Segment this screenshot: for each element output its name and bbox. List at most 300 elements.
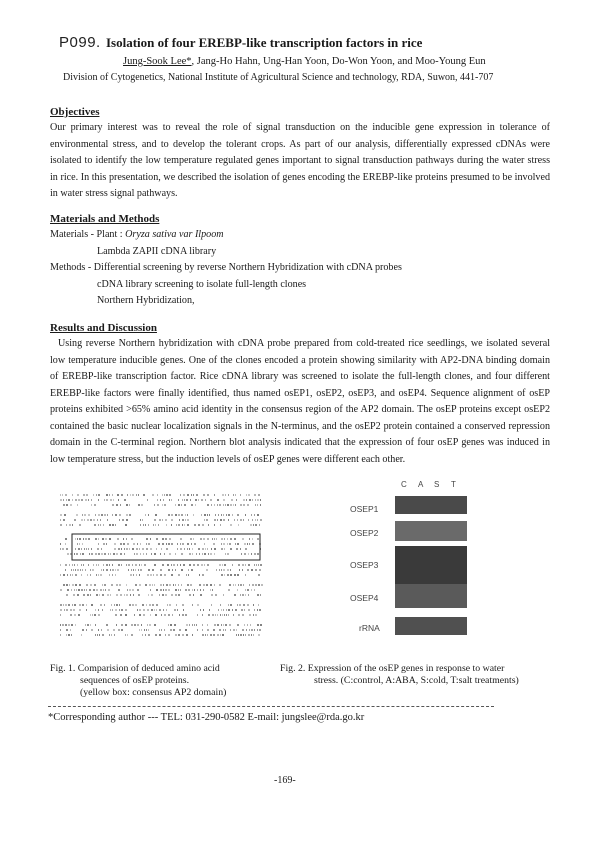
- alignment-residue: [237, 519, 238, 521]
- figure-2-northern-blot: [345, 480, 475, 645]
- alignment-residue: [131, 634, 133, 636]
- alignment-residue: [180, 543, 181, 545]
- alignment-residue: [135, 584, 137, 586]
- alignment-residue: [178, 514, 180, 516]
- alignment-residue: [221, 609, 222, 611]
- alignment-residue: [229, 584, 231, 586]
- alignment-residue: [210, 499, 212, 501]
- alignment-residue: [254, 564, 255, 566]
- alignment-residue: [60, 634, 61, 636]
- alignment-residue: [122, 519, 124, 521]
- alignment-residue: [96, 564, 97, 566]
- alignment-residue: [193, 594, 194, 596]
- alignment-residue: [232, 514, 233, 516]
- alignment-residue: [255, 519, 256, 521]
- alignment-residue: [66, 594, 68, 596]
- alignment-residue: [258, 564, 259, 566]
- alignment-residue: [74, 564, 75, 566]
- alignment-residue: [173, 584, 174, 586]
- alignment-residue: [181, 514, 183, 516]
- alignment-residue: [60, 604, 62, 606]
- alignment-residue: [98, 514, 100, 516]
- alignment-residue: [82, 543, 83, 545]
- alignment-residue: [152, 569, 154, 571]
- alignment-residue: [162, 564, 164, 566]
- alignment-residue: [141, 629, 142, 631]
- alignment-residue: [116, 604, 118, 606]
- alignment-residue: [125, 609, 127, 611]
- alignment-residue: [214, 624, 216, 626]
- alignment-residue: [224, 614, 225, 616]
- alignment-residue: [217, 519, 218, 521]
- alignment-residue: [247, 504, 249, 506]
- alignment-residue: [168, 589, 170, 591]
- alignment-residue: [244, 553, 246, 555]
- alignment-residue: [190, 499, 191, 501]
- alignment-residue: [86, 629, 87, 631]
- alignment-residue: [255, 569, 257, 571]
- alignment-residue: [148, 514, 149, 516]
- blot-band: [395, 496, 467, 514]
- alignment-residue: [60, 499, 62, 501]
- alignment-residue: [228, 614, 229, 616]
- alignment-residue: [168, 634, 170, 636]
- alignment-residue: [250, 524, 252, 526]
- alignment-residue: [151, 553, 152, 555]
- alignment-residue: [232, 564, 233, 566]
- alignment-residue: [86, 589, 87, 591]
- alignment-residue: [75, 624, 76, 626]
- alignment-residue: [199, 584, 201, 586]
- alignment-residue: [214, 504, 215, 506]
- alignment-residue: [107, 629, 109, 631]
- alignment-residue: [72, 499, 73, 501]
- alignment-residue: [160, 569, 162, 571]
- alignment-residue: [226, 614, 227, 616]
- alignment-residue: [126, 584, 127, 586]
- alignment-residue: [162, 543, 164, 545]
- alignment-residue: [107, 514, 108, 516]
- alignment-residue: [102, 634, 104, 636]
- alignment-residue: [254, 494, 256, 496]
- alignment-residue: [79, 543, 80, 545]
- alignment-residue: [98, 564, 99, 566]
- alignment-residue: [130, 574, 132, 576]
- alignment-residue: [65, 538, 67, 540]
- alignment-residue: [60, 609, 62, 611]
- alignment-residue: [78, 499, 80, 501]
- alignment-residue: [77, 594, 79, 596]
- alignment-residue: [206, 519, 208, 521]
- alignment-residue: [168, 624, 169, 626]
- alignment-residue: [133, 574, 134, 576]
- alignment-residue: [110, 594, 111, 596]
- alignment-residue: [166, 524, 167, 526]
- alignment-residue: [249, 499, 251, 501]
- alignment-residue: [139, 564, 140, 566]
- alignment-residue: [157, 494, 158, 496]
- alignment-residue: [116, 584, 118, 586]
- alignment-residue: [80, 553, 81, 555]
- alignment-residue: [215, 614, 216, 616]
- alignment-residue: [99, 594, 100, 596]
- alignment-residue: [60, 574, 61, 576]
- alignment-residue: [106, 543, 107, 545]
- alignment-residue: [180, 564, 181, 566]
- paper-title: Isolation of four EREBP-like transcription factors in rice: [106, 35, 423, 50]
- alignment-residue: [150, 574, 152, 576]
- alignment-residue: [171, 514, 173, 516]
- alignment-residue: [67, 553, 69, 555]
- alignment-residue: [74, 589, 75, 591]
- alignment-residue: [102, 594, 104, 596]
- alignment-residue: [120, 614, 122, 616]
- alignment-residue: [91, 548, 92, 550]
- alignment-residue: [225, 494, 226, 496]
- alignment-residue: [206, 569, 208, 571]
- alignment-residue: [134, 614, 135, 616]
- alignment-residue: [147, 624, 148, 626]
- alignment-residue: [213, 629, 215, 631]
- alignment-residue: [227, 553, 229, 555]
- alignment-residue: [227, 504, 229, 506]
- alignment-residue: [150, 548, 152, 550]
- alignment-residue: [171, 519, 173, 521]
- alignment-residue: [217, 634, 219, 636]
- alignment-residue: [185, 629, 187, 631]
- alignment-residue: [146, 548, 148, 550]
- alignment-residue: [79, 538, 81, 540]
- alignment-residue: [130, 494, 131, 496]
- alignment-residue: [197, 589, 198, 591]
- alignment-residue: [257, 514, 259, 516]
- alignment-residue: [237, 543, 239, 545]
- alignment-residue: [228, 589, 230, 591]
- alignment-residue: [90, 624, 91, 626]
- alignment-residue: [173, 629, 175, 631]
- blot-row-label: OSEP4: [350, 593, 379, 603]
- alignment-residue: [182, 519, 184, 521]
- alignment-residue: [68, 624, 70, 626]
- alignment-residue: [228, 609, 230, 611]
- figure-1-alignment: [58, 490, 268, 655]
- alignment-residue: [128, 564, 130, 566]
- alignment-residue: [138, 594, 140, 596]
- alignment-residue: [86, 604, 87, 606]
- alignment-residue: [114, 604, 115, 606]
- alignment-residue: [114, 543, 116, 545]
- alignment-residue: [242, 594, 244, 596]
- alignment-residue: [210, 634, 212, 636]
- alignment-residue: [66, 609, 68, 611]
- alignment-residue: [120, 553, 122, 555]
- alignment-residue: [236, 629, 237, 631]
- methods-block: [50, 227, 402, 310]
- alignment-residue: [245, 574, 246, 576]
- alignment-residue: [154, 584, 155, 586]
- alignment-residue: [169, 584, 171, 586]
- alignment-residue: [139, 629, 140, 631]
- alignment-residue: [102, 584, 103, 586]
- alignment-residue: [196, 553, 197, 555]
- alignment-residue: [167, 564, 169, 566]
- alignment-residue: [154, 519, 156, 521]
- alignment-residue: [123, 538, 124, 540]
- alignment-residue: [99, 634, 100, 636]
- alignment-residue: [86, 609, 87, 611]
- alignment-residue: [67, 589, 69, 591]
- alignment-residue: [118, 564, 120, 566]
- alignment-residue: [230, 574, 232, 576]
- alignment-residue: [166, 543, 167, 545]
- alignment-residue: [212, 614, 214, 616]
- footer-divider: [48, 706, 494, 707]
- alignment-residue: [249, 614, 251, 616]
- alignment-residue: [221, 548, 223, 550]
- alignment-residue: [202, 553, 203, 555]
- alignment-residue: [112, 514, 113, 516]
- alignment-residue: [116, 624, 117, 626]
- alignment-residue: [251, 634, 252, 636]
- alignment-residue: [251, 514, 252, 516]
- alignment-residue: [208, 614, 210, 616]
- alignment-residue: [233, 504, 234, 506]
- alignment-residue: [104, 553, 106, 555]
- alignment-residue: [199, 574, 200, 576]
- alignment-residue: [195, 504, 196, 506]
- alignment-residue: [144, 629, 145, 631]
- alignment-residue: [184, 548, 185, 550]
- alignment-residue: [207, 634, 208, 636]
- alignment-residue: [66, 629, 68, 631]
- alignment-residue: [148, 629, 149, 631]
- alignment-residue: [190, 584, 192, 586]
- alignment-residue: [95, 624, 96, 626]
- alignment-residue: [226, 609, 227, 611]
- alignment-residue: [85, 538, 87, 540]
- alignment-residue: [156, 574, 158, 576]
- alignment-residue: [193, 538, 194, 540]
- alignment-residue: [70, 504, 72, 506]
- alignment-residue: [65, 604, 67, 606]
- alignment-residue: [134, 624, 136, 626]
- alignment-residue: [252, 543, 254, 545]
- alignment-residue: [160, 584, 162, 586]
- figure-1-caption: Fig. 1. Comparision of deduced amino acid sequences of osEP proteins. (yellow box: consensus AP2 domain): [50, 663, 227, 698]
- alignment-residue: [235, 609, 237, 611]
- alignment-residue: [157, 504, 159, 506]
- alignment-residue: [253, 634, 254, 636]
- alignment-residue: [127, 634, 128, 636]
- alignment-residue: [259, 569, 261, 571]
- alignment-residue: [125, 614, 127, 616]
- alignment-residue: [260, 504, 261, 506]
- alignment-residue: [144, 564, 146, 566]
- alignment-residue: [65, 624, 67, 626]
- alignment-residue: [202, 614, 203, 616]
- alignment-residue: [243, 604, 245, 606]
- alignment-residue: [87, 624, 89, 626]
- alignment-residue: [69, 584, 70, 586]
- alignment-residue: [71, 589, 72, 591]
- alignment-residue: [192, 589, 193, 591]
- alignment-residue: [167, 604, 168, 606]
- alignment-residue: [202, 624, 203, 626]
- alignment-residue: [112, 504, 114, 506]
- alignment-residue: [208, 553, 209, 555]
- alignment-residue: [115, 614, 117, 616]
- lane-label: T: [451, 480, 456, 489]
- alignment-residue: [175, 584, 176, 586]
- alignment-residue: [194, 624, 195, 626]
- alignment-residue: [214, 524, 215, 526]
- alignment-residue: [224, 574, 225, 576]
- alignment-residue: [231, 499, 233, 501]
- alignment-residue: [66, 524, 67, 526]
- alignment-residue: [191, 569, 193, 571]
- alignment-residue: [237, 604, 238, 606]
- alignment-residue: [102, 538, 104, 540]
- alignment-residue: [223, 569, 225, 571]
- methods-line-1: Methods - Differential screening by reverse Northern Hybridization with cDNA probes: [50, 262, 402, 273]
- alignment-residue: [148, 524, 149, 526]
- alignment-residue: [113, 629, 115, 631]
- alignment-residue: [163, 609, 164, 611]
- alignment-residue: [235, 543, 236, 545]
- alignment-residue: [192, 634, 193, 636]
- alignment-residue: [92, 614, 93, 616]
- alignment-residue: [154, 624, 156, 626]
- alignment-residue: [132, 589, 134, 591]
- alignment-residue: [135, 564, 137, 566]
- alignment-residue: [202, 634, 204, 636]
- alignment-residue: [164, 494, 165, 496]
- alignment-residue: [224, 538, 225, 540]
- alignment-residue: [240, 548, 241, 550]
- alignment-residue: [139, 548, 140, 550]
- alignment-residue: [185, 614, 187, 616]
- alignment-residue: [204, 564, 205, 566]
- results-text: Using reverse Northern hybridization with cDNA probe prepared from cold-treated rice seedlings, we isolated several low temperature inducible genes. One of the clones encoded a protein showing similarity with AP2-DNA binding domain of EREBP-like transcription factor. Rice cDNA library was screened to isolate the full-length clones, and four different EREBP-like factors were finally identified, thus named osEP1, osEP2, osEP3, and osEP4. Sequence alignment of osEP proteins exhibited >65% amino acid identity in the consensus region of the AP2 domain. The osEP proteins except osEP2 contained the basic nuclear localization signals in the N-terminus, and the osEP2 protein contained a conserved repression domain in the C-terminal region. Northern blot analysis indicated that the expression of four osEP genes was induced in low temperature stress, but the induction levels of osEP genes were different each other.: [50, 338, 550, 465]
- alignment-residue: [70, 629, 71, 631]
- alignment-residue: [142, 604, 144, 606]
- alignment-residue: [257, 504, 258, 506]
- alignment-residue: [87, 594, 89, 596]
- alignment-residue: [217, 624, 219, 626]
- alignment-residue: [213, 543, 215, 545]
- methods-heading: Materials and Methods: [50, 213, 160, 225]
- alignment-residue: [123, 543, 125, 545]
- alignment-residue: [129, 548, 130, 550]
- alignment-residue: [248, 634, 250, 636]
- alignment-residue: [64, 514, 66, 516]
- alignment-residue: [235, 584, 236, 586]
- blot-band: [395, 521, 467, 541]
- alignment-residue: [220, 604, 221, 606]
- alignment-residue: [174, 609, 176, 611]
- alignment-residue: [78, 548, 80, 550]
- alignment-residue: [255, 504, 256, 506]
- alignment-residue: [249, 543, 250, 545]
- alignment-residue: [115, 574, 116, 576]
- alignment-residue: [164, 614, 166, 616]
- alignment-residue: [222, 634, 224, 636]
- alignment-residue: [133, 569, 134, 571]
- alignment-residue: [157, 499, 158, 501]
- alignment-residue: [106, 564, 108, 566]
- alignment-residue: [201, 514, 202, 516]
- alignment-residue: [194, 589, 195, 591]
- alignment-residue: [116, 594, 118, 596]
- alignment-residue: [87, 519, 89, 521]
- alignment-residue: [159, 609, 161, 611]
- alignment-residue: [158, 543, 160, 545]
- alignment-residue: [106, 499, 108, 501]
- alignment-residue: [220, 524, 221, 526]
- alignment-residue: [214, 538, 215, 540]
- alignment-residue: [94, 584, 96, 586]
- alignment-residue: [228, 604, 229, 606]
- alignment-residue: [79, 609, 81, 611]
- alignment-residue: [194, 543, 196, 545]
- alignment-residue: [132, 548, 134, 550]
- alignment-residue: [248, 564, 250, 566]
- alignment-residue: [120, 594, 122, 596]
- other-authors: , Jang-Ho Hahn, Ung-Han Yoon, Do-Won Yoon, and Moo-Young Eun: [191, 56, 486, 67]
- alignment-residue: [203, 538, 205, 540]
- alignment-residue: [72, 574, 73, 576]
- alignment-residue: [72, 604, 73, 606]
- alignment-residue: [240, 504, 242, 506]
- alignment-residue: [72, 494, 73, 496]
- alignment-residue: [80, 569, 81, 571]
- corresponding-author-note: *Corresponding author --- TEL: 031-290-0582 E-mail: jungslee@rda.go.kr: [48, 712, 365, 723]
- alignment-residue: [75, 569, 76, 571]
- alignment-residue: [184, 499, 185, 501]
- alignment-residue: [109, 574, 110, 576]
- alignment-residue: [222, 564, 223, 566]
- blot-row-label: OSEP3: [350, 560, 379, 570]
- alignment-residue: [117, 494, 119, 496]
- alignment-residue: [88, 548, 89, 550]
- alignment-residue: [175, 504, 176, 506]
- alignment-residue: [98, 494, 100, 496]
- alignment-residue: [83, 564, 84, 566]
- alignment-residue: [257, 594, 259, 596]
- alignment-residue: [70, 614, 72, 616]
- alignment-residue: [207, 514, 208, 516]
- alignment-residue: [63, 574, 65, 576]
- alignment-residue: [150, 614, 151, 616]
- blot-row-label: OSEP2: [350, 528, 379, 538]
- alignment-residue: [73, 609, 75, 611]
- alignment-residue: [93, 519, 95, 521]
- alignment-residue: [252, 499, 253, 501]
- alignment-residue: [110, 569, 111, 571]
- alignment-residue: [65, 543, 66, 545]
- alignment-residue: [227, 543, 228, 545]
- alignment-residue: [65, 569, 66, 571]
- alignment-residue: [72, 524, 73, 526]
- alignment-residue: [103, 569, 104, 571]
- alignment-residue: [233, 614, 234, 616]
- alignment-residue: [252, 519, 253, 521]
- alignment-residue: [165, 519, 167, 521]
- alignment-residue: [246, 629, 247, 631]
- alignment-residue: [178, 574, 180, 576]
- alignment-residue: [103, 564, 104, 566]
- alignment-residue: [113, 553, 115, 555]
